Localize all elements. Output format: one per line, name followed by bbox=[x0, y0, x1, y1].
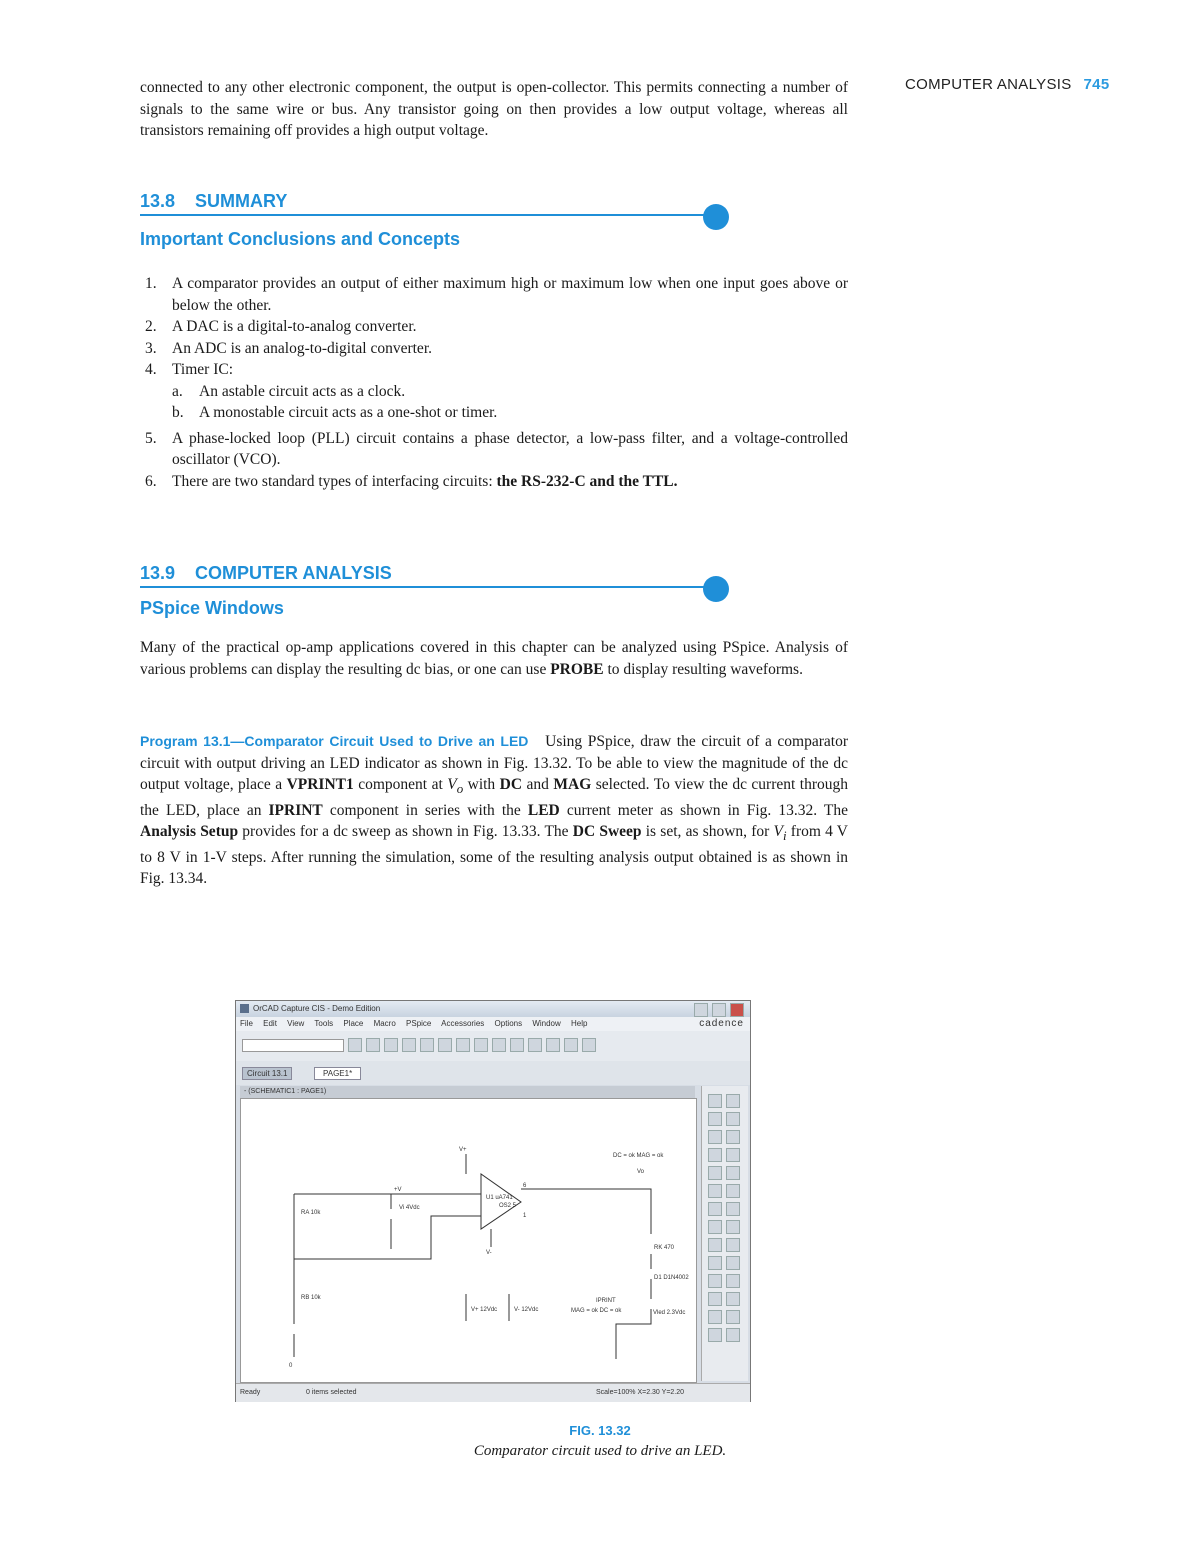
part-dropdown[interactable] bbox=[242, 1039, 344, 1052]
palette-button[interactable] bbox=[708, 1130, 722, 1144]
toolbar-button[interactable] bbox=[402, 1038, 416, 1052]
toolbar-button[interactable] bbox=[366, 1038, 380, 1052]
analysis-bullet-dot bbox=[703, 576, 729, 602]
schematic-drawing bbox=[241, 1099, 696, 1382]
label-mag: MAG = ok DC = ok bbox=[571, 1308, 622, 1314]
status-bar bbox=[236, 1383, 750, 1402]
toolbar bbox=[236, 1031, 750, 1061]
page-number: 745 bbox=[1083, 76, 1110, 93]
analysis-title: COMPUTER ANALYSIS bbox=[195, 563, 392, 583]
figure-number: FIG. 13.32 bbox=[569, 1423, 631, 1438]
close-button[interactable] bbox=[730, 1003, 744, 1017]
summary-list bbox=[145, 273, 848, 492]
palette-button[interactable] bbox=[708, 1292, 722, 1306]
intro-paragraph: connected to any other electronic component, the output is open-collector. This permits connecting a number of signals to the same wire or bus. Any transistor going on then provides a low output voltage, whereas all transistors remaining off provides a high output voltage. bbox=[140, 79, 848, 139]
summary-heading bbox=[140, 191, 287, 212]
summary-subtitle: Important Conclusions and Concepts bbox=[140, 229, 461, 249]
tool-palette bbox=[701, 1086, 748, 1381]
tab-page1[interactable]: PAGE1* bbox=[314, 1067, 361, 1080]
maximize-button[interactable] bbox=[712, 1003, 726, 1017]
palette-button[interactable] bbox=[726, 1328, 740, 1342]
sub-list-item: b. A monostable circuit acts as a one-shot or timer. bbox=[172, 404, 498, 421]
label-vo: Vo bbox=[637, 1169, 645, 1175]
menu-item-pspice[interactable]: PSpice bbox=[406, 1019, 442, 1028]
analysis-number: 13.9 bbox=[140, 563, 176, 583]
summary-rule bbox=[140, 214, 715, 216]
list-item: 4. Timer IC: a. An astable circuit acts as a clock. b. A monostable circuit acts as a one-shot or timer. bbox=[145, 359, 848, 424]
label-vminus: V- bbox=[486, 1250, 492, 1256]
toolbar-button[interactable] bbox=[492, 1038, 506, 1052]
orcad-window-screenshot bbox=[235, 1000, 751, 1402]
toolbar-button[interactable] bbox=[564, 1038, 578, 1052]
analysis-heading bbox=[140, 563, 392, 584]
sub-list-item: a. An astable circuit acts as a clock. bbox=[172, 382, 406, 400]
minimize-button[interactable] bbox=[694, 1003, 708, 1017]
summary-number: 13.8 bbox=[140, 191, 176, 211]
figure-caption: Comparator circuit used to drive an LED. bbox=[473, 1443, 727, 1459]
analysis-rule bbox=[140, 586, 715, 588]
palette-button[interactable] bbox=[726, 1112, 740, 1126]
palette-button[interactable] bbox=[726, 1130, 740, 1144]
palette-button[interactable] bbox=[726, 1148, 740, 1162]
palette-button[interactable] bbox=[708, 1184, 722, 1198]
palette-button[interactable] bbox=[708, 1328, 722, 1342]
toolbar-button[interactable] bbox=[420, 1038, 434, 1052]
app-icon bbox=[240, 1004, 249, 1013]
toolbar-button[interactable] bbox=[546, 1038, 560, 1052]
label-opamp: U1 uA741 bbox=[486, 1195, 513, 1201]
label-iprint: IPRINT bbox=[596, 1298, 616, 1304]
label-ra: RA 10k bbox=[301, 1210, 321, 1216]
menu-items[interactable] bbox=[240, 1019, 587, 1028]
label-opamp-pins: OS2 5 bbox=[499, 1203, 517, 1209]
palette-button[interactable] bbox=[708, 1148, 722, 1162]
label-rb: RB 10k bbox=[301, 1295, 321, 1301]
menu-bar bbox=[236, 1017, 750, 1031]
status-selected: 0 items selected bbox=[306, 1389, 357, 1396]
menu-item-options[interactable]: Options bbox=[494, 1019, 533, 1028]
program-paragraph: Program 13.1—Comparator Circuit Used to Drive an LED Using PSpice, draw the circuit of a comparator circuit with output driving an LED indicator as shown in Fig. 13.32. To be able to view the magnitude of the dc output voltage, place a VPRINT1 component at $V_o$ with DC and MAG selected. To view the dc current through the LED, place an IPRINT component in series with the LED current meter as shown in Fig. 13.32. The Analysis Setup provides for a dc sweep as shown in Fig. 13.33. The DC Sweep is set, as shown, for $V_i$ from 4 V to 8 V in 1-V steps. After running the simulation, some of the resulting analysis output obtained is as shown in Fig. 13.34. bbox=[140, 733, 849, 888]
list-item: 6. There are two standard types of interfacing circuits: the RS-232-C and the TTL. bbox=[145, 472, 678, 490]
running-head bbox=[905, 76, 1109, 93]
toolbar-button[interactable] bbox=[348, 1038, 362, 1052]
status-ready: Ready bbox=[240, 1389, 261, 1396]
list-item: 5. A phase-locked loop (PLL) circuit contains a phase detector, a low-pass filter, and a voltage-controlled oscillator (VCO). bbox=[145, 429, 848, 468]
palette-button[interactable] bbox=[708, 1238, 722, 1252]
palette-button[interactable] bbox=[726, 1292, 740, 1306]
menu-item-window[interactable]: Window bbox=[532, 1019, 571, 1028]
running-head-title: COMPUTER ANALYSIS bbox=[905, 76, 1072, 93]
tab-circuit[interactable]: Circuit 13.1 bbox=[242, 1067, 292, 1080]
palette-button[interactable] bbox=[726, 1202, 740, 1216]
toolbar-button[interactable] bbox=[582, 1038, 596, 1052]
window-titlebar bbox=[236, 1001, 750, 1017]
menu-item-file[interactable]: File bbox=[240, 1019, 264, 1028]
label-led: D1 D1N4002 bbox=[654, 1275, 689, 1281]
toolbar-button[interactable] bbox=[438, 1038, 452, 1052]
label-pin1: 1 bbox=[523, 1213, 527, 1219]
label-vled: Vled 2.3Vdc bbox=[653, 1310, 686, 1316]
palette-button[interactable] bbox=[708, 1112, 722, 1126]
list-item: 3. An ADC is an analog-to-digital converter. bbox=[145, 339, 432, 357]
palette-button[interactable] bbox=[726, 1184, 740, 1198]
palette-button[interactable] bbox=[726, 1238, 740, 1252]
palette-button[interactable] bbox=[708, 1274, 722, 1288]
tab-bar bbox=[236, 1061, 750, 1085]
palette-button[interactable] bbox=[726, 1166, 740, 1180]
palette-button[interactable] bbox=[726, 1274, 740, 1288]
label-rled: RK 470 bbox=[654, 1245, 675, 1251]
menu-item-macro[interactable]: Macro bbox=[373, 1019, 407, 1028]
menu-item-view[interactable]: View bbox=[287, 1019, 315, 1028]
toolbar-button[interactable] bbox=[456, 1038, 470, 1052]
label-vprint: DC = ok MAG = ok bbox=[613, 1153, 664, 1159]
summary-title: SUMMARY bbox=[195, 191, 288, 211]
palette-button[interactable] bbox=[708, 1310, 722, 1324]
label-vi: Vi 4Vdc bbox=[399, 1205, 420, 1211]
palette-button[interactable] bbox=[708, 1202, 722, 1216]
palette-button[interactable] bbox=[726, 1094, 740, 1108]
menu-item-help[interactable]: Help bbox=[571, 1019, 588, 1028]
label-vplus: V+ bbox=[459, 1147, 467, 1153]
window-title: OrCAD Capture CIS - Demo Edition bbox=[253, 1004, 381, 1013]
window-controls bbox=[692, 1003, 746, 1017]
toolbar-button[interactable] bbox=[474, 1038, 488, 1052]
toolbar-button[interactable] bbox=[510, 1038, 524, 1052]
palette-button[interactable] bbox=[726, 1310, 740, 1324]
menu-item-accessories[interactable]: Accessories bbox=[441, 1019, 495, 1028]
palette-button[interactable] bbox=[708, 1094, 722, 1108]
status-scale: Scale=100% X=2.30 Y=2.20 bbox=[596, 1389, 685, 1396]
toolbar-button[interactable] bbox=[528, 1038, 542, 1052]
palette-button[interactable] bbox=[726, 1220, 740, 1234]
label-v2: V- 12Vdc bbox=[514, 1307, 539, 1313]
program-title: Program 13.1—Comparator Circuit Used to Drive an LED bbox=[140, 733, 529, 749]
schematic-canvas[interactable] bbox=[240, 1098, 697, 1383]
menu-item-edit[interactable]: Edit bbox=[263, 1019, 288, 1028]
list-item: 2. A DAC is a digital-to-analog converter. bbox=[145, 318, 417, 335]
menu-item-place[interactable]: Place bbox=[343, 1019, 374, 1028]
label-pin6: 6 bbox=[523, 1183, 527, 1189]
palette-button[interactable] bbox=[726, 1256, 740, 1270]
palette-button[interactable] bbox=[708, 1166, 722, 1180]
analysis-paragraph: Many of the practical op-amp applications covered in this chapter can be analyzed using PSpice. Analysis of various problems can display the resulting dc bias, or one can use PROBE to display resulting waveforms. bbox=[140, 639, 848, 678]
palette-button[interactable] bbox=[708, 1220, 722, 1234]
list-item: 1. A comparator provides an output of either maximum high or maximum low when one input goes above or below the other. bbox=[145, 275, 848, 314]
label-v1: V+ 12Vdc bbox=[471, 1307, 498, 1313]
toolbar-buttons bbox=[346, 1038, 598, 1052]
label-ground: 0 bbox=[289, 1363, 293, 1369]
menu-item-tools[interactable]: Tools bbox=[314, 1019, 344, 1028]
label-pin-plusv: +V bbox=[394, 1187, 402, 1193]
toolbar-button[interactable] bbox=[384, 1038, 398, 1052]
summary-bullet-dot bbox=[703, 204, 729, 230]
cadence-logo: cadence bbox=[699, 1018, 744, 1029]
schematic-header: - (SCHEMATIC1 : PAGE1) bbox=[240, 1086, 695, 1098]
palette-button[interactable] bbox=[708, 1256, 722, 1270]
analysis-subtitle: PSpice Windows bbox=[140, 598, 284, 618]
